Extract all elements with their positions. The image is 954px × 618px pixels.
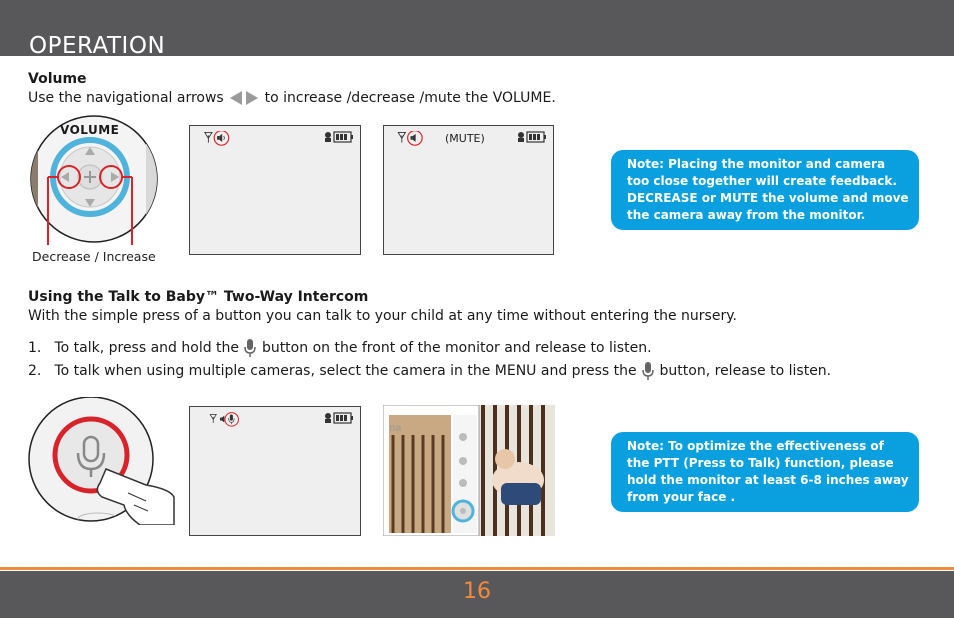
feedback-note: Note: Placing the monitor and camera too close together will create feedback. DECREASE or MUTE the volume and move the camera away from the monitor. <box>611 150 919 230</box>
step-2 <box>28 361 831 381</box>
nursery-monitor-photo <box>383 405 555 536</box>
svg-text:na: na <box>389 423 402 434</box>
signal-speaker-mic-icons <box>198 412 258 428</box>
signal-speaker-icons <box>198 131 242 147</box>
step-text-before: To talk, press and hold the <box>54 340 240 356</box>
page-number: 16 <box>463 579 491 604</box>
mute-label: (MUTE) <box>445 132 485 145</box>
monitor-screen-volume <box>189 125 361 255</box>
microphone-icon <box>243 338 257 358</box>
camera-battery-icons <box>324 131 354 143</box>
ptt-distance-note: Note: To optimize the effectiveness of the PTT (Press to Talk) function, please hold the monitor at least 6-8 inches away from your face . <box>611 432 919 512</box>
volume-text-before: Use the navigational arrows <box>28 90 224 106</box>
volume-dial-label: VOLUME <box>60 123 120 137</box>
decrease-increase-caption: Decrease / Increase <box>32 249 156 264</box>
step-1 <box>28 338 652 358</box>
left-right-arrows-icon <box>228 90 260 106</box>
step-number: 1. <box>28 340 42 356</box>
footer-divider <box>0 567 954 570</box>
step-number: 2. <box>28 363 42 379</box>
page-title: OPERATION <box>29 33 166 59</box>
volume-heading: Volume <box>28 71 87 87</box>
step-text-before: To talk when using multiple cameras, select the camera in the MENU and press the <box>54 363 637 379</box>
camera-battery-icons <box>517 131 547 143</box>
camera-battery-icons <box>324 412 354 424</box>
microphone-icon <box>641 361 655 381</box>
step-text-after: button, release to listen. <box>659 363 832 379</box>
volume-instructions <box>28 89 556 107</box>
volume-text-after: to increase /decrease /mute the VOLUME. <box>264 90 556 106</box>
signal-speaker-icons <box>392 131 432 147</box>
intercom-intro: With the simple press of a button you can talk to your child at any time without entering the nursery. <box>28 308 737 324</box>
monitor-screen-talk <box>189 406 361 536</box>
intercom-heading: Using the Talk to Baby™ Two-Way Intercom <box>28 289 369 305</box>
talk-button-illustration <box>28 397 178 525</box>
monitor-screen-mute <box>383 125 554 255</box>
step-text-after: button on the front of the monitor and release to listen. <box>261 340 652 356</box>
